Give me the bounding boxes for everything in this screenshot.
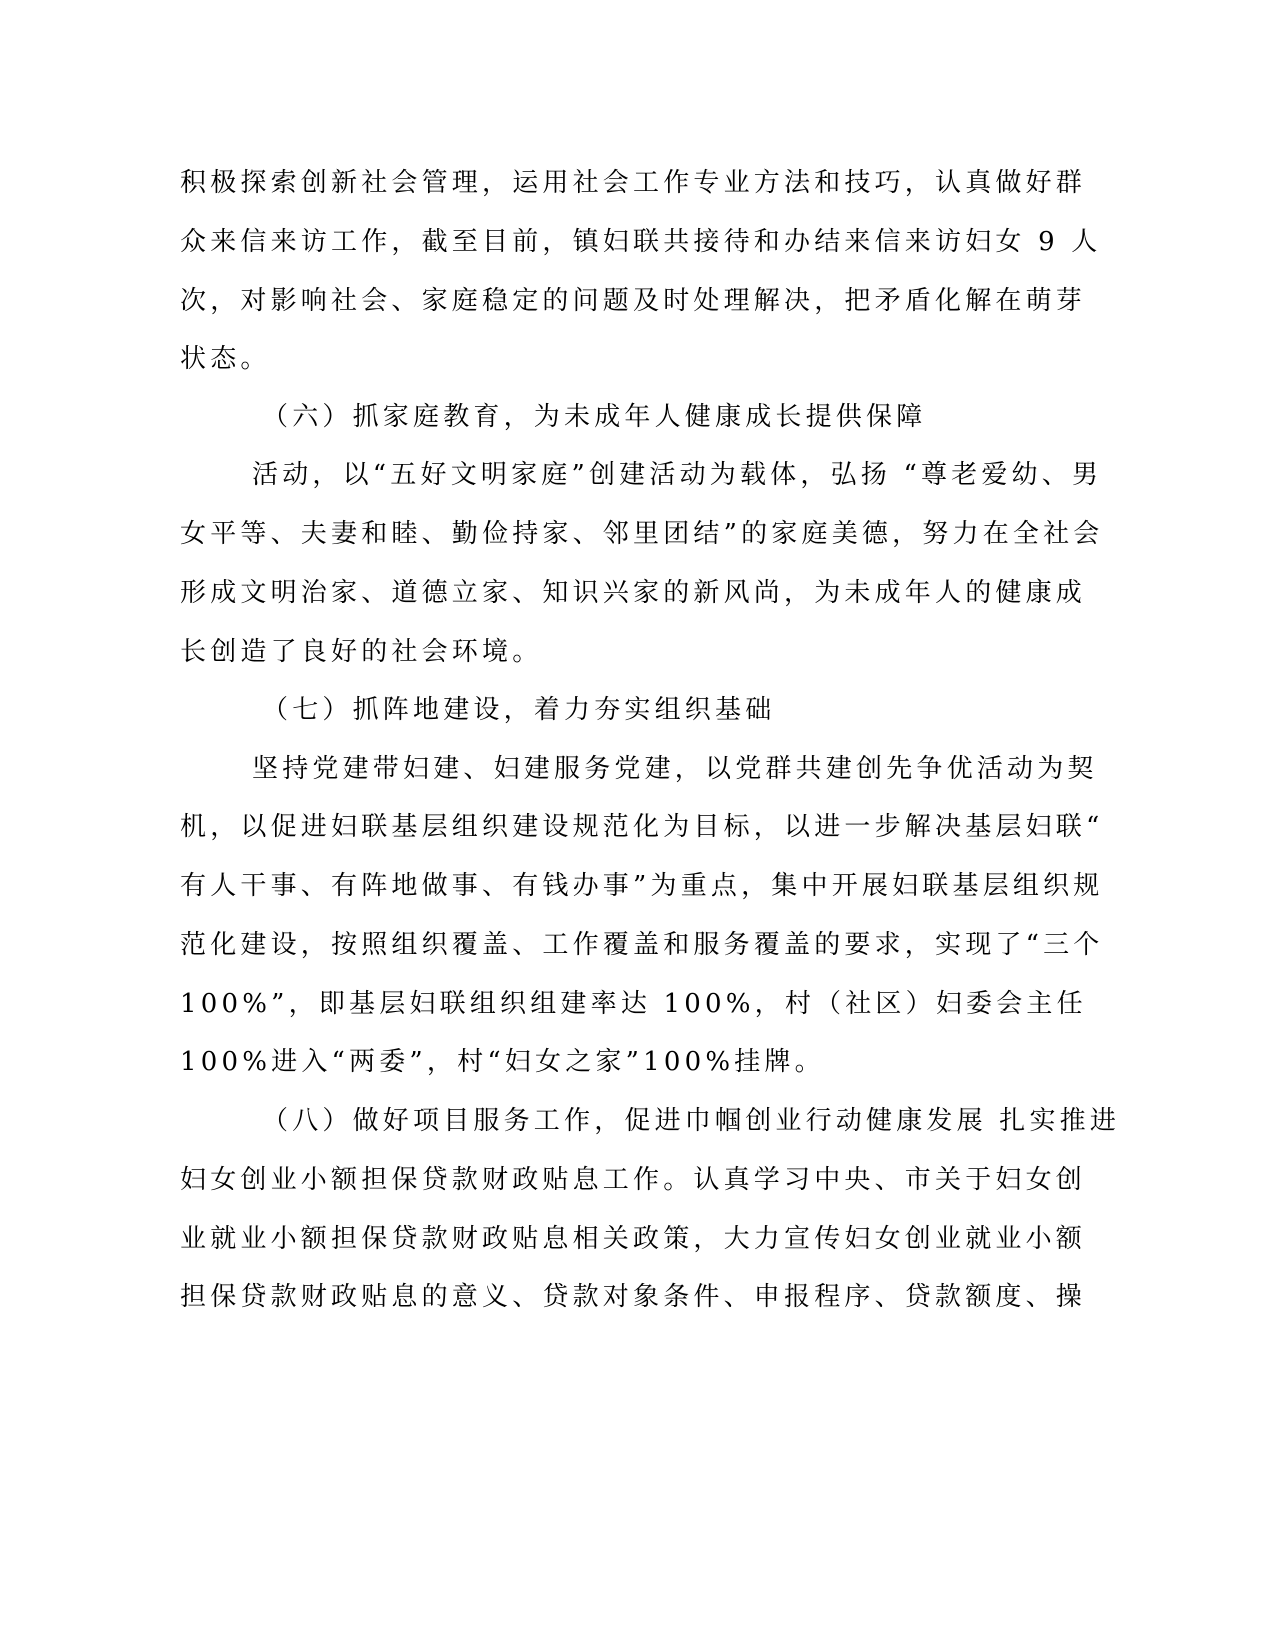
paragraph-line: 形成文明治家、道德立家、知识兴家的新风尚，为未成年人的健康成 — [180, 578, 1087, 608]
paragraph-line: 积极探索创新社会管理，运用社会工作专业方法和技巧，认真做好群 — [180, 168, 1087, 198]
paragraph-line: 范化建设，按照组织覆盖、工作覆盖和服务覆盖的要求，实现了“三个 — [180, 930, 1104, 960]
paragraph-line: 100%进入“两委”，村“妇女之家”100%挂牌。 — [180, 1047, 825, 1077]
paragraph-line: 女平等、夫妻和睦、勤俭持家、邻里团结”的家庭美德，努力在全社会 — [180, 519, 1104, 549]
paragraph-line: 机，以促进妇联基层组织建设规范化为目标，以进一步解决基层妇联“ — [180, 812, 1104, 842]
paragraph-line: 状态。 — [180, 344, 271, 374]
paragraph-line: 众来信来访工作，截至目前，镇妇联共接待和办结来信来访妇女 9 人 — [180, 227, 1102, 257]
paragraph-line: 长创造了良好的社会环境。 — [180, 637, 543, 667]
paragraph-line: 次，对影响社会、家庭稳定的问题及时处理解决，把矛盾化解在萌芽 — [180, 286, 1087, 316]
paragraph-line: 有人干事、有阵地做事、有钱办事”为重点，集中开展妇联基层组织规 — [180, 871, 1104, 901]
section-heading: （六）抓家庭教育，为未成年人健康成长提供保障 — [262, 402, 927, 432]
paragraph-line: 100%”，即基层妇联组织组建率达 100%，村（社区）妇委会主任 — [180, 989, 1087, 1019]
paragraph-line: 妇女创业小额担保贷款财政贴息工作。认真学习中央、市关于妇女创 — [180, 1165, 1087, 1195]
section-heading: （七）抓阵地建设，着力夯实组织基础 — [262, 695, 776, 725]
paragraph-line: 担保贷款财政贴息的意义、贷款对象条件、申报程序、贷款额度、操 — [180, 1282, 1087, 1312]
paragraph-line: 活动，以“五好文明家庭”创建活动为载体，弘扬 “尊老爱幼、男 — [252, 460, 1103, 490]
paragraph-line: 坚持党建带妇建、妇建服务党建，以党群共建创先争优活动为契 — [252, 754, 1098, 784]
paragraph-line: 业就业小额担保贷款财政贴息相关政策，大力宣传妇女创业就业小额 — [180, 1224, 1087, 1254]
section-heading: （八）做好项目服务工作，促进巾帼创业行动健康发展 扎实推进 — [262, 1106, 1121, 1136]
